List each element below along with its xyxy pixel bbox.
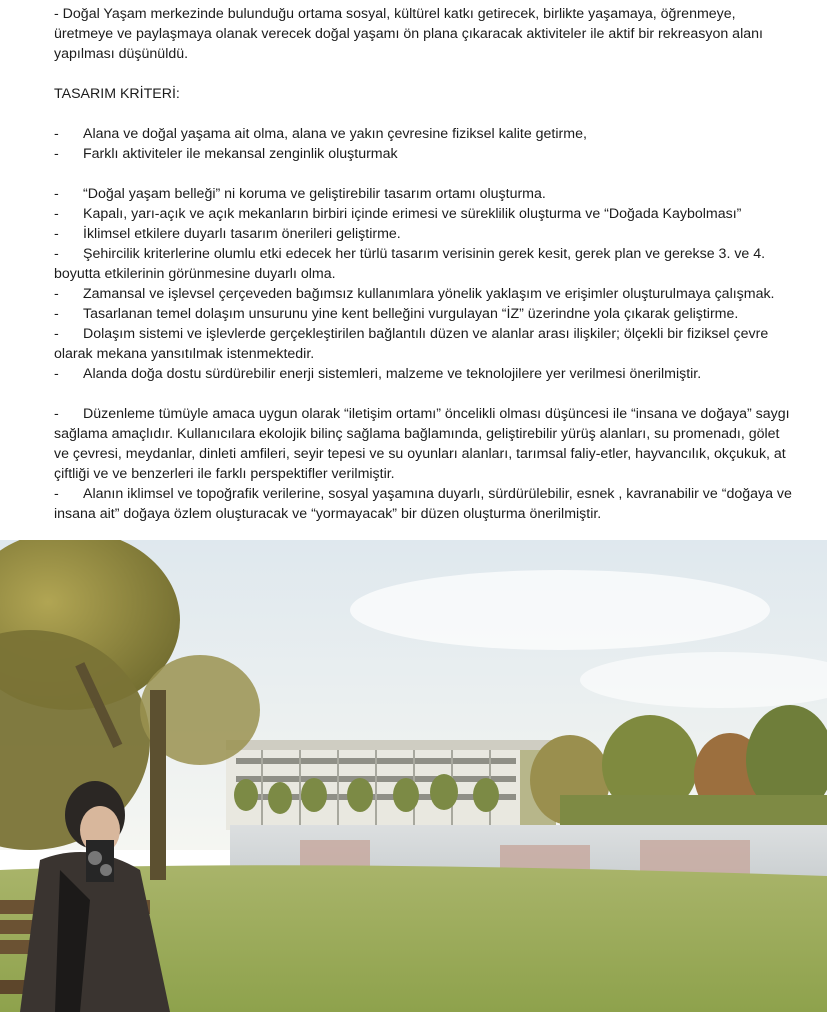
landscape-rendering	[0, 540, 827, 1012]
criteria-text: Düzenleme tümüyle amaca uygun olarak “iletişim ortamı” öncelikli olması düşüncesi ile “insana ve doğaya” saygı sağlama amaçlıdır. Kullanıcılara ekolojik bilinç sağlama bağlamında, geliştirebilir yürüş alanları, su promenadı, gölet ve çevresi, meydanlar, dinleti amfileri, seyir tepesi ve su oyunları alanları, tarımsal faliy-etler, hayvancılık, okçukuk, at çiftliği ve ve benzerleri ile farklı perspektifler verilmiştir.	[54, 406, 790, 482]
dash: -	[54, 126, 59, 142]
criteria-text: Alana ve doğal yaşama ait olma, alana ve yakın çevresine fiziksel kalite getirme,	[83, 126, 587, 142]
criteria-text: Şehircilik kriterlerine olumlu etki edecek her türlü tasarım verisinin gerek kesit, gerek plan ve gerekse 3. ve 4. boyutta etkilerinin görünmesine duyarlı olma.	[54, 246, 766, 282]
criteria-item	[54, 364, 794, 384]
criteria-item	[54, 284, 794, 304]
dash: -	[54, 406, 59, 422]
dash: -	[54, 186, 59, 202]
cloud	[350, 570, 770, 650]
spacer	[54, 164, 794, 184]
dash: -	[54, 286, 59, 302]
criteria-text: Alanda doğa dostu sürdürebilir enerji sistemleri, malzeme ve teknolojilere yer verilmesi önerilmiştir.	[83, 366, 702, 382]
criteria-item	[54, 244, 794, 284]
criteria-text: İklimsel etkilere duyarlı tasarım önerileri geliştirme.	[83, 226, 401, 242]
criteria-item	[54, 304, 794, 324]
spacer	[54, 64, 794, 84]
criteria-text: Zamansal ve işlevsel çerçeveden bağımsız kullanımlara yönelik yaklaşım ve erişimler oluşturulmaya çalışmak.	[83, 286, 775, 302]
criteria-text: Kapalı, yarı-açık ve açık mekanların birbiri içinde erimesi ve süreklilik oluşturma ve “Doğada Kaybolması”	[83, 206, 742, 222]
criteria-text: Alanın iklimsel ve topoğrafik verilerine, sosyal yaşamına duyarlı, sürdürülebilir, esnek , kavranabilir ve “doğaya ve insana ait” doğaya özlem oluşturacak ve “yormayacak” bir düzen oluşturma önerilmiştir.	[54, 486, 792, 522]
criteria-item	[54, 324, 794, 364]
criteria-item	[54, 484, 794, 524]
criteria-item	[54, 144, 794, 164]
dash: -	[54, 206, 59, 222]
intro-paragraph: - Doğal Yaşam merkezinde bulunduğu ortama sosyal, kültürel katkı getirecek, birlikte yaşamaya, öğrenmeye, üretmeye ve paylaşmaya olanak verecek doğal yaşamı ön plana çıkaracak aktiviteler ile aktif bir rekreasyon alanı yapılması düşünüldü.	[54, 6, 763, 62]
dash: -	[54, 146, 59, 162]
criteria-text: “Doğal yaşam belleği” ni koruma ve geliştirebilir tasarım ortamı oluşturma.	[83, 186, 546, 202]
dash: -	[54, 486, 59, 502]
landscape-illustration	[0, 540, 827, 1012]
criteria-item	[54, 184, 794, 204]
criteria-item	[54, 124, 794, 144]
criteria-text: Dolaşım sistemi ve işlevlerde gerçekleştirilen bağlantılı düzen ve alanlar arası ilişkiler; ölçekli bir fiziksel çevre olarak mekana yansıtılmak istenmektedir.	[54, 326, 769, 362]
text-content	[54, 4, 794, 524]
criteria-text: Farklı aktiviteler ile mekansal zenginlik oluşturmak	[83, 146, 398, 162]
spacer	[54, 384, 794, 404]
section-heading: TASARIM KRİTERİ:	[54, 86, 180, 102]
dash: -	[54, 226, 59, 242]
dash: -	[54, 366, 59, 382]
dash: -	[54, 326, 59, 342]
spacer	[54, 104, 794, 124]
criteria-item	[54, 404, 794, 484]
criteria-item	[54, 224, 794, 244]
criteria-item	[54, 204, 794, 224]
dash: -	[54, 246, 59, 262]
criteria-text: Tasarlanan temel dolaşım unsurunu yine kent belleğini vurgulayan “İZ” üzerindne yola çıkarak geliştirme.	[83, 306, 739, 322]
dash: -	[54, 306, 59, 322]
